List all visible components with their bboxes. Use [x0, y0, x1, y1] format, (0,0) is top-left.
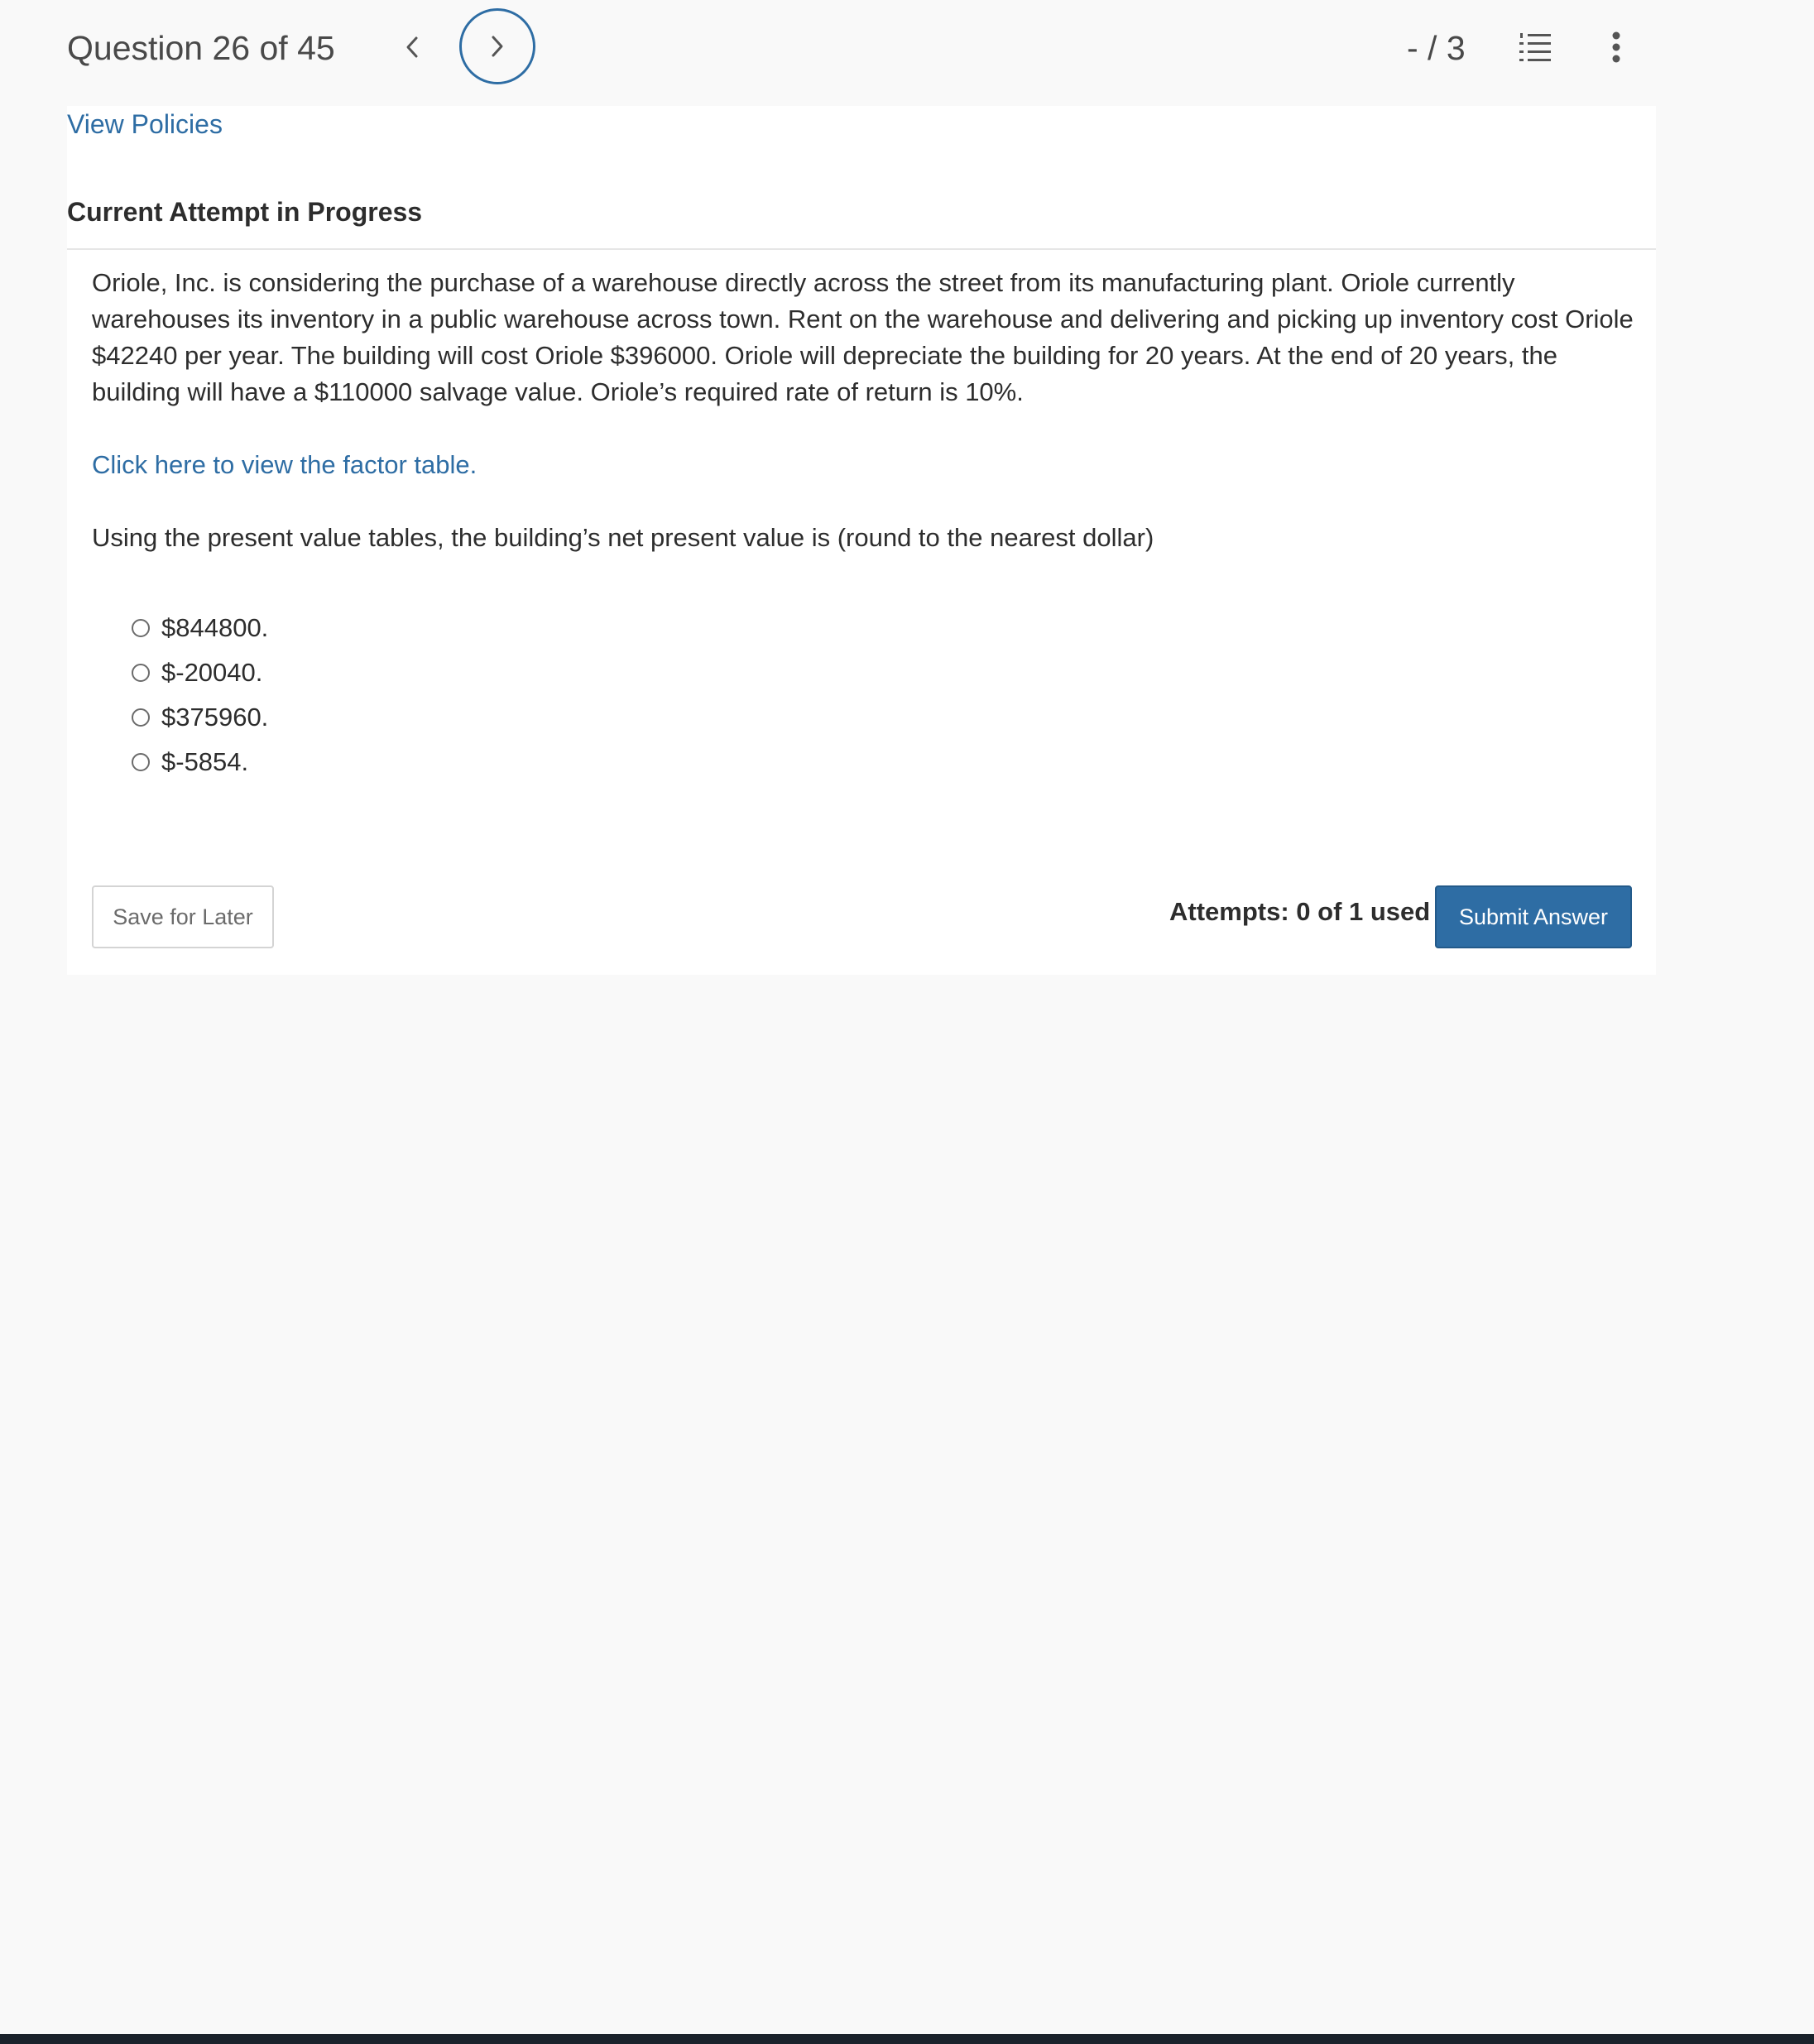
- taskbar-edge: [0, 2034, 1814, 2044]
- numbered-list-icon: [1518, 31, 1552, 64]
- previous-question-button[interactable]: [389, 22, 435, 73]
- answer-option-label: $375960.: [161, 703, 269, 732]
- question-score: - / 3: [1407, 29, 1466, 67]
- save-for-later-button[interactable]: Save for Later: [92, 885, 274, 948]
- answer-option-label: $844800.: [161, 613, 269, 642]
- attempts-counter: Attempts: 0 of 1 used: [1169, 897, 1431, 926]
- question-counter: Question 26 of 45: [67, 29, 335, 67]
- answer-option-label: $-5854.: [161, 747, 249, 776]
- question-text: Oriole, Inc. is considering the purchase of a warehouse directly across the street from its manufacturing plant. Oriole currently warehouses its inventory in a public warehouse across town. Rent on the warehouse and delivering and picking up inventory cost Oriole $42240 per year. The building will cost Oriole $396000. Oriole will depreciate the building for 20 years. At the end of 20 years, the building will have a $110000 salvage value. Oriole’s required rate of return is 10%.: [92, 268, 1634, 406]
- more-options-button[interactable]: [1596, 25, 1637, 70]
- radio-button[interactable]: [132, 619, 150, 637]
- answer-option[interactable]: [132, 740, 268, 784]
- question-card: [67, 106, 1656, 975]
- next-question-button[interactable]: [459, 8, 535, 84]
- answer-option[interactable]: [132, 650, 268, 695]
- radio-button[interactable]: [132, 664, 150, 682]
- view-policies-link[interactable]: View Policies: [67, 109, 223, 139]
- factor-table-link[interactable]: Click here to view the factor table.: [92, 450, 477, 479]
- answer-options: [132, 606, 268, 784]
- answer-option[interactable]: [132, 606, 268, 650]
- chevron-right-icon: [489, 34, 506, 59]
- radio-button[interactable]: [132, 708, 150, 727]
- divider: [67, 248, 1656, 250]
- submit-answer-button[interactable]: Submit Answer: [1435, 885, 1632, 948]
- more-vertical-icon: [1611, 31, 1621, 64]
- question-header: [0, 0, 1814, 98]
- question-list-button[interactable]: [1514, 26, 1556, 68]
- answer-option[interactable]: [132, 695, 268, 740]
- chevron-left-icon: [404, 35, 420, 60]
- answer-option-label: $-20040.: [161, 658, 263, 687]
- radio-button[interactable]: [132, 753, 150, 771]
- attempt-heading: Current Attempt in Progress: [67, 197, 423, 227]
- question-prompt: Using the present value tables, the building’s net present value is (round to the nearest dollar): [92, 523, 1154, 552]
